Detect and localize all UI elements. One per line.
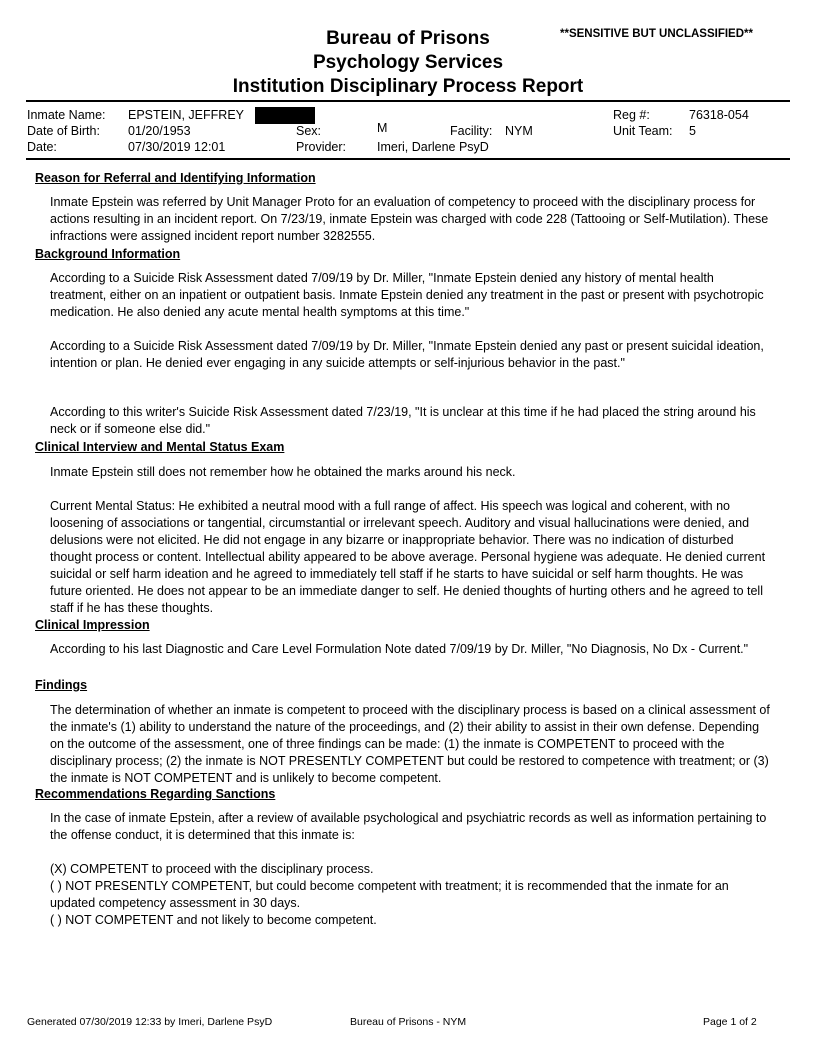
interview-paragraph-1: Inmate Epstein still does not remember how he obtained the marks around his neck. <box>50 465 516 479</box>
footer-generated: Generated 07/30/2019 12:33 by Imeri, Darlene PsyD <box>27 1016 273 1028</box>
footer-source: Bureau of Prisons - NYM <box>350 1016 467 1028</box>
reg-label: Reg #: <box>613 108 650 122</box>
background-paragraph-3: According to this writer's Suicide Risk Assessment dated 7/23/19, "It is unclear at this time if he had placed the string around his neck or if someone else did." <box>50 405 756 436</box>
provider-label: Provider: <box>296 140 347 154</box>
header-top-rule <box>26 100 790 102</box>
page-title-report: Institution Disciplinary Process Report <box>232 76 584 97</box>
recommendation-option-not-presently-competent: ( ) NOT PRESENTLY COMPETENT, but could become competent with treatment; it is recommended that the inmate for an updated competency assessment in 30 days. <box>50 879 729 910</box>
sex-value: M <box>377 121 388 135</box>
reg-value: 76318-054 <box>689 108 749 122</box>
interview-paragraph-2: Current Mental Status: He exhibited a neutral mood with a full range of affect. His speech was logical and coherent, with no loosening of associations or tangential, circumstantial or irrelevant speech. Auditory and visual hallucinations were denied, and delusions were not elicited. He did not engage in any bizarre or inappropriate behavior. There was no indication of disturbed thought process or content. Intellectual ability appeared to be above average. Personal hygiene was adequate. He denied current suicidal or self harm ideation and he agreed to immediately tell staff if he starts to have suicidal or self harm thoughts. He was future oriented. He does not appear to be an immediate danger to self. He denied thoughts of hurting others and he agreed to tell staff if he has these thoughts. <box>50 499 766 615</box>
section-heading-impression: Clinical Impression <box>35 618 150 632</box>
recommendation-option-not-competent: ( ) NOT COMPETENT and not likely to become competent. <box>50 913 377 927</box>
date-value: 07/30/2019 12:01 <box>128 140 226 154</box>
footer-page-number: Page 1 of 2 <box>703 1016 757 1028</box>
redaction-box <box>255 107 315 124</box>
page-title-department: Psychology Services <box>312 52 504 73</box>
sex-label: Sex: <box>296 124 322 138</box>
section-heading-findings: Findings <box>35 678 88 692</box>
background-paragraph-1: According to a Suicide Risk Assessment dated 7/09/19 by Dr. Miller, "Inmate Epstein denied any history of mental health treatment, either on an inpatient or outpatient basis. Inmate Epstein denied any treatment in the past or present with psychotropic medication. He also denied any acute mental health symptoms at this time." <box>50 271 764 319</box>
page-title-agency: Bureau of Prisons <box>326 28 490 49</box>
provider-value: Imeri, Darlene PsyD <box>377 140 489 154</box>
referral-paragraph: Inmate Epstein was referred by Unit Manager Proto for an evaluation of competency to proceed with the disciplinary process for actions resulting in an incident report. On 7/23/19, inmate Epstein was charged with code 228 (Tattooing or Self-Mutilation). These infractions were assigned incident report number 3282555. <box>50 195 769 243</box>
inmate-name-label: Inmate Name: <box>27 108 106 122</box>
header-bottom-rule <box>26 158 790 160</box>
unit-team-value: 5 <box>689 124 696 138</box>
dob-label: Date of Birth: <box>27 124 100 138</box>
section-heading-background: Background Information <box>35 247 181 261</box>
findings-paragraph: The determination of whether an inmate is competent to proceed with the disciplinary process is based on a clinical assessment of the inmate's (1) ability to understand the nature of the proceedings, and (2) their ability to assist in their own defense. Depending on the outcome of the assessment, one of three findings can be made: (1) the inmate is COMPETENT to proceed with the disciplinary process; (2) the inmate is NOT PRESENTLY COMPETENT but could be restored to competence with treatment; or (3) the inmate is NOT COMPETENT and is unlikely to become competent. <box>50 703 770 785</box>
date-label: Date: <box>27 140 57 154</box>
recommendations-intro: In the case of inmate Epstein, after a review of available psychological and psychiatric records as well as information pertaining to the offense conduct, it is determined that this inmate is: <box>50 811 767 842</box>
facility-value: NYM <box>505 124 533 138</box>
recommendation-option-competent: (X) COMPETENT to proceed with the disciplinary process. <box>50 862 374 876</box>
unit-team-label: Unit Team: <box>613 124 673 138</box>
section-heading-interview: Clinical Interview and Mental Status Exam <box>35 440 285 454</box>
dob-value: 01/20/1953 <box>128 124 191 138</box>
background-paragraph-2: According to a Suicide Risk Assessment dated 7/09/19 by Dr. Miller, "Inmate Epstein denied any past or present suicidal ideation, intention or plan. He denied ever engaging in any suicide attempts or self-injurious behavior in the past." <box>50 339 764 370</box>
facility-label: Facility: <box>450 124 493 138</box>
section-heading-recommendations: Recommendations Regarding Sanctions <box>35 787 276 801</box>
sensitivity-marking: **SENSITIVE BUT UNCLASSIFIED** <box>560 28 753 40</box>
inmate-name-value: EPSTEIN, JEFFREY <box>128 108 244 122</box>
impression-paragraph: According to his last Diagnostic and Care Level Formulation Note dated 7/09/19 by Dr. Miller, "No Diagnosis, No Dx - Current." <box>50 642 749 656</box>
section-heading-referral: Reason for Referral and Identifying Information <box>35 171 316 185</box>
